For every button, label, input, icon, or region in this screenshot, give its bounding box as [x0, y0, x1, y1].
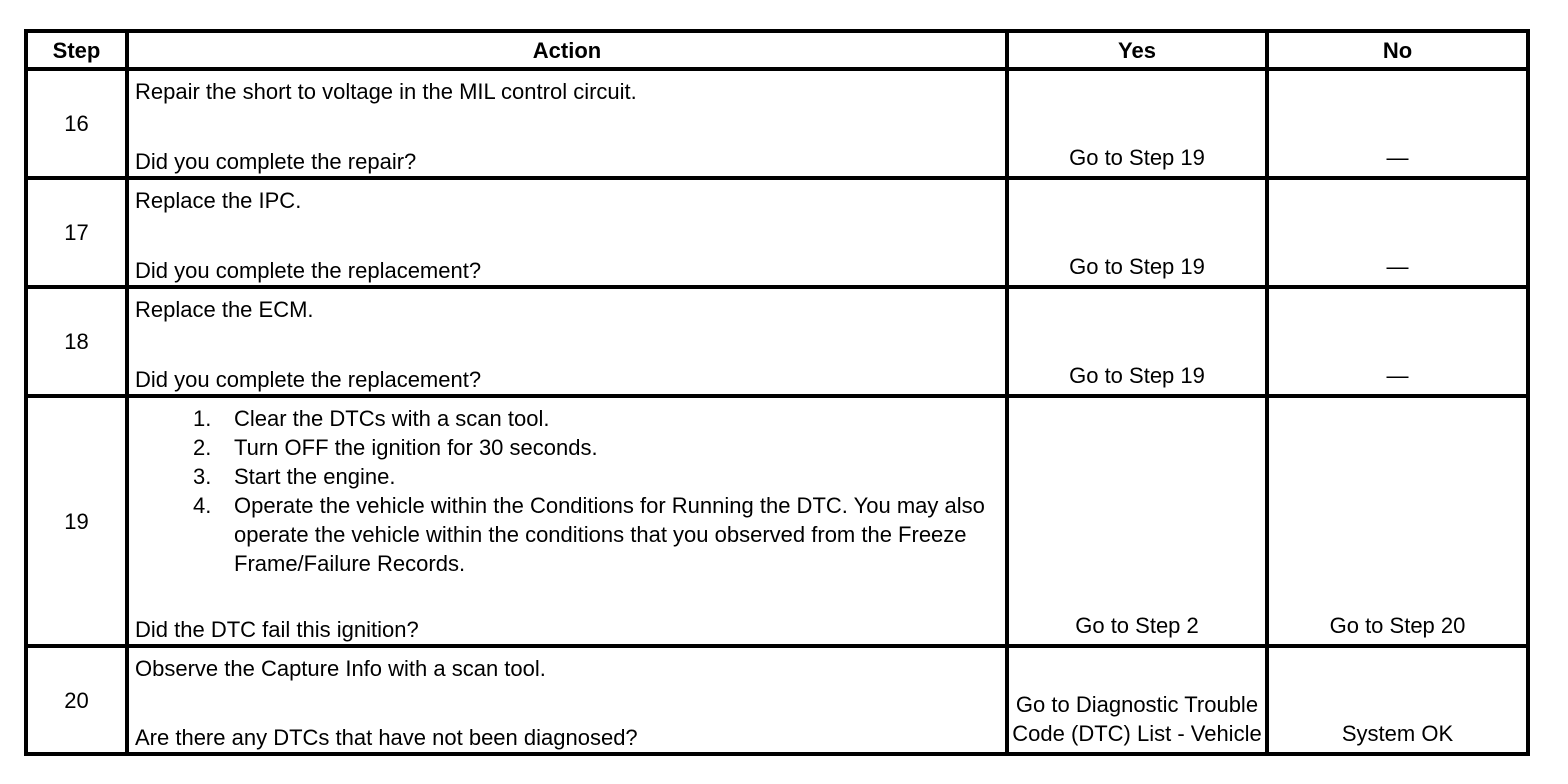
action-question: Are there any DTCs that have not been diagnosed? — [135, 725, 638, 750]
header-step: Step — [26, 31, 127, 69]
list-item-text: Clear the DTCs with a scan tool. — [234, 406, 550, 431]
procedure-list — [135, 404, 999, 578]
step-number: 19 — [26, 396, 127, 646]
yes-result: Go to Step 19 — [1007, 287, 1267, 396]
action-instruction: Repair the short to voltage in the MIL control circuit. — [135, 79, 637, 104]
list-item-number: 4. — [193, 493, 212, 518]
list-item-number: 1. — [193, 406, 212, 431]
action-question: Did you complete the replacement? — [135, 367, 482, 392]
table-row — [26, 396, 1528, 646]
action-question: Did you complete the repair? — [135, 149, 417, 174]
list-item-number: 3. — [193, 464, 212, 489]
action-instruction: Replace the ECM. — [135, 297, 314, 322]
header-action: Action — [127, 31, 1007, 69]
action-question: Did you complete the replacement? — [135, 258, 482, 283]
table-row — [26, 287, 1528, 396]
header-no: No — [1267, 31, 1528, 69]
step-number: 16 — [26, 69, 127, 178]
action-instruction: Replace the IPC. — [135, 188, 302, 213]
no-result: — — [1267, 287, 1528, 396]
action-cell — [127, 69, 1007, 178]
list-item — [193, 433, 999, 462]
list-item — [193, 491, 999, 578]
diagnostic-table — [24, 29, 1530, 756]
list-item-text: Turn OFF the ignition for 30 seconds. — [234, 435, 598, 460]
no-result: — — [1267, 69, 1528, 178]
list-item-number: 2. — [193, 435, 212, 460]
list-item-text: Start the engine. — [234, 464, 396, 489]
list-item-text: Operate the vehicle within the Conditions for Running the DTC. You may also operate the vehicle within the conditions that you observed from the Freeze Frame/Failure Records. — [234, 493, 985, 576]
list-item — [193, 462, 999, 491]
no-result: Go to Step 20 — [1267, 396, 1528, 646]
action-cell — [127, 396, 1007, 646]
yes-result: Go to Step 2 — [1007, 396, 1267, 646]
table-row — [26, 69, 1528, 178]
no-result: — — [1267, 178, 1528, 287]
yes-result: Go to Step 19 — [1007, 178, 1267, 287]
action-question: Did the DTC fail this ignition? — [135, 617, 419, 642]
step-number: 18 — [26, 287, 127, 396]
action-cell — [127, 646, 1007, 754]
action-instruction: Observe the Capture Info with a scan tool. — [135, 656, 546, 681]
table-row — [26, 646, 1528, 754]
action-cell — [127, 287, 1007, 396]
no-result: System OK — [1267, 646, 1528, 754]
list-item — [193, 404, 999, 433]
header-yes: Yes — [1007, 31, 1267, 69]
step-number: 17 — [26, 178, 127, 287]
action-cell — [127, 178, 1007, 287]
header-row — [26, 31, 1528, 69]
yes-result: Go to Step 19 — [1007, 69, 1267, 178]
step-number: 20 — [26, 646, 127, 754]
yes-result: Go to Diagnostic Trouble Code (DTC) List - Vehicle — [1007, 646, 1267, 754]
table-row — [26, 178, 1528, 287]
